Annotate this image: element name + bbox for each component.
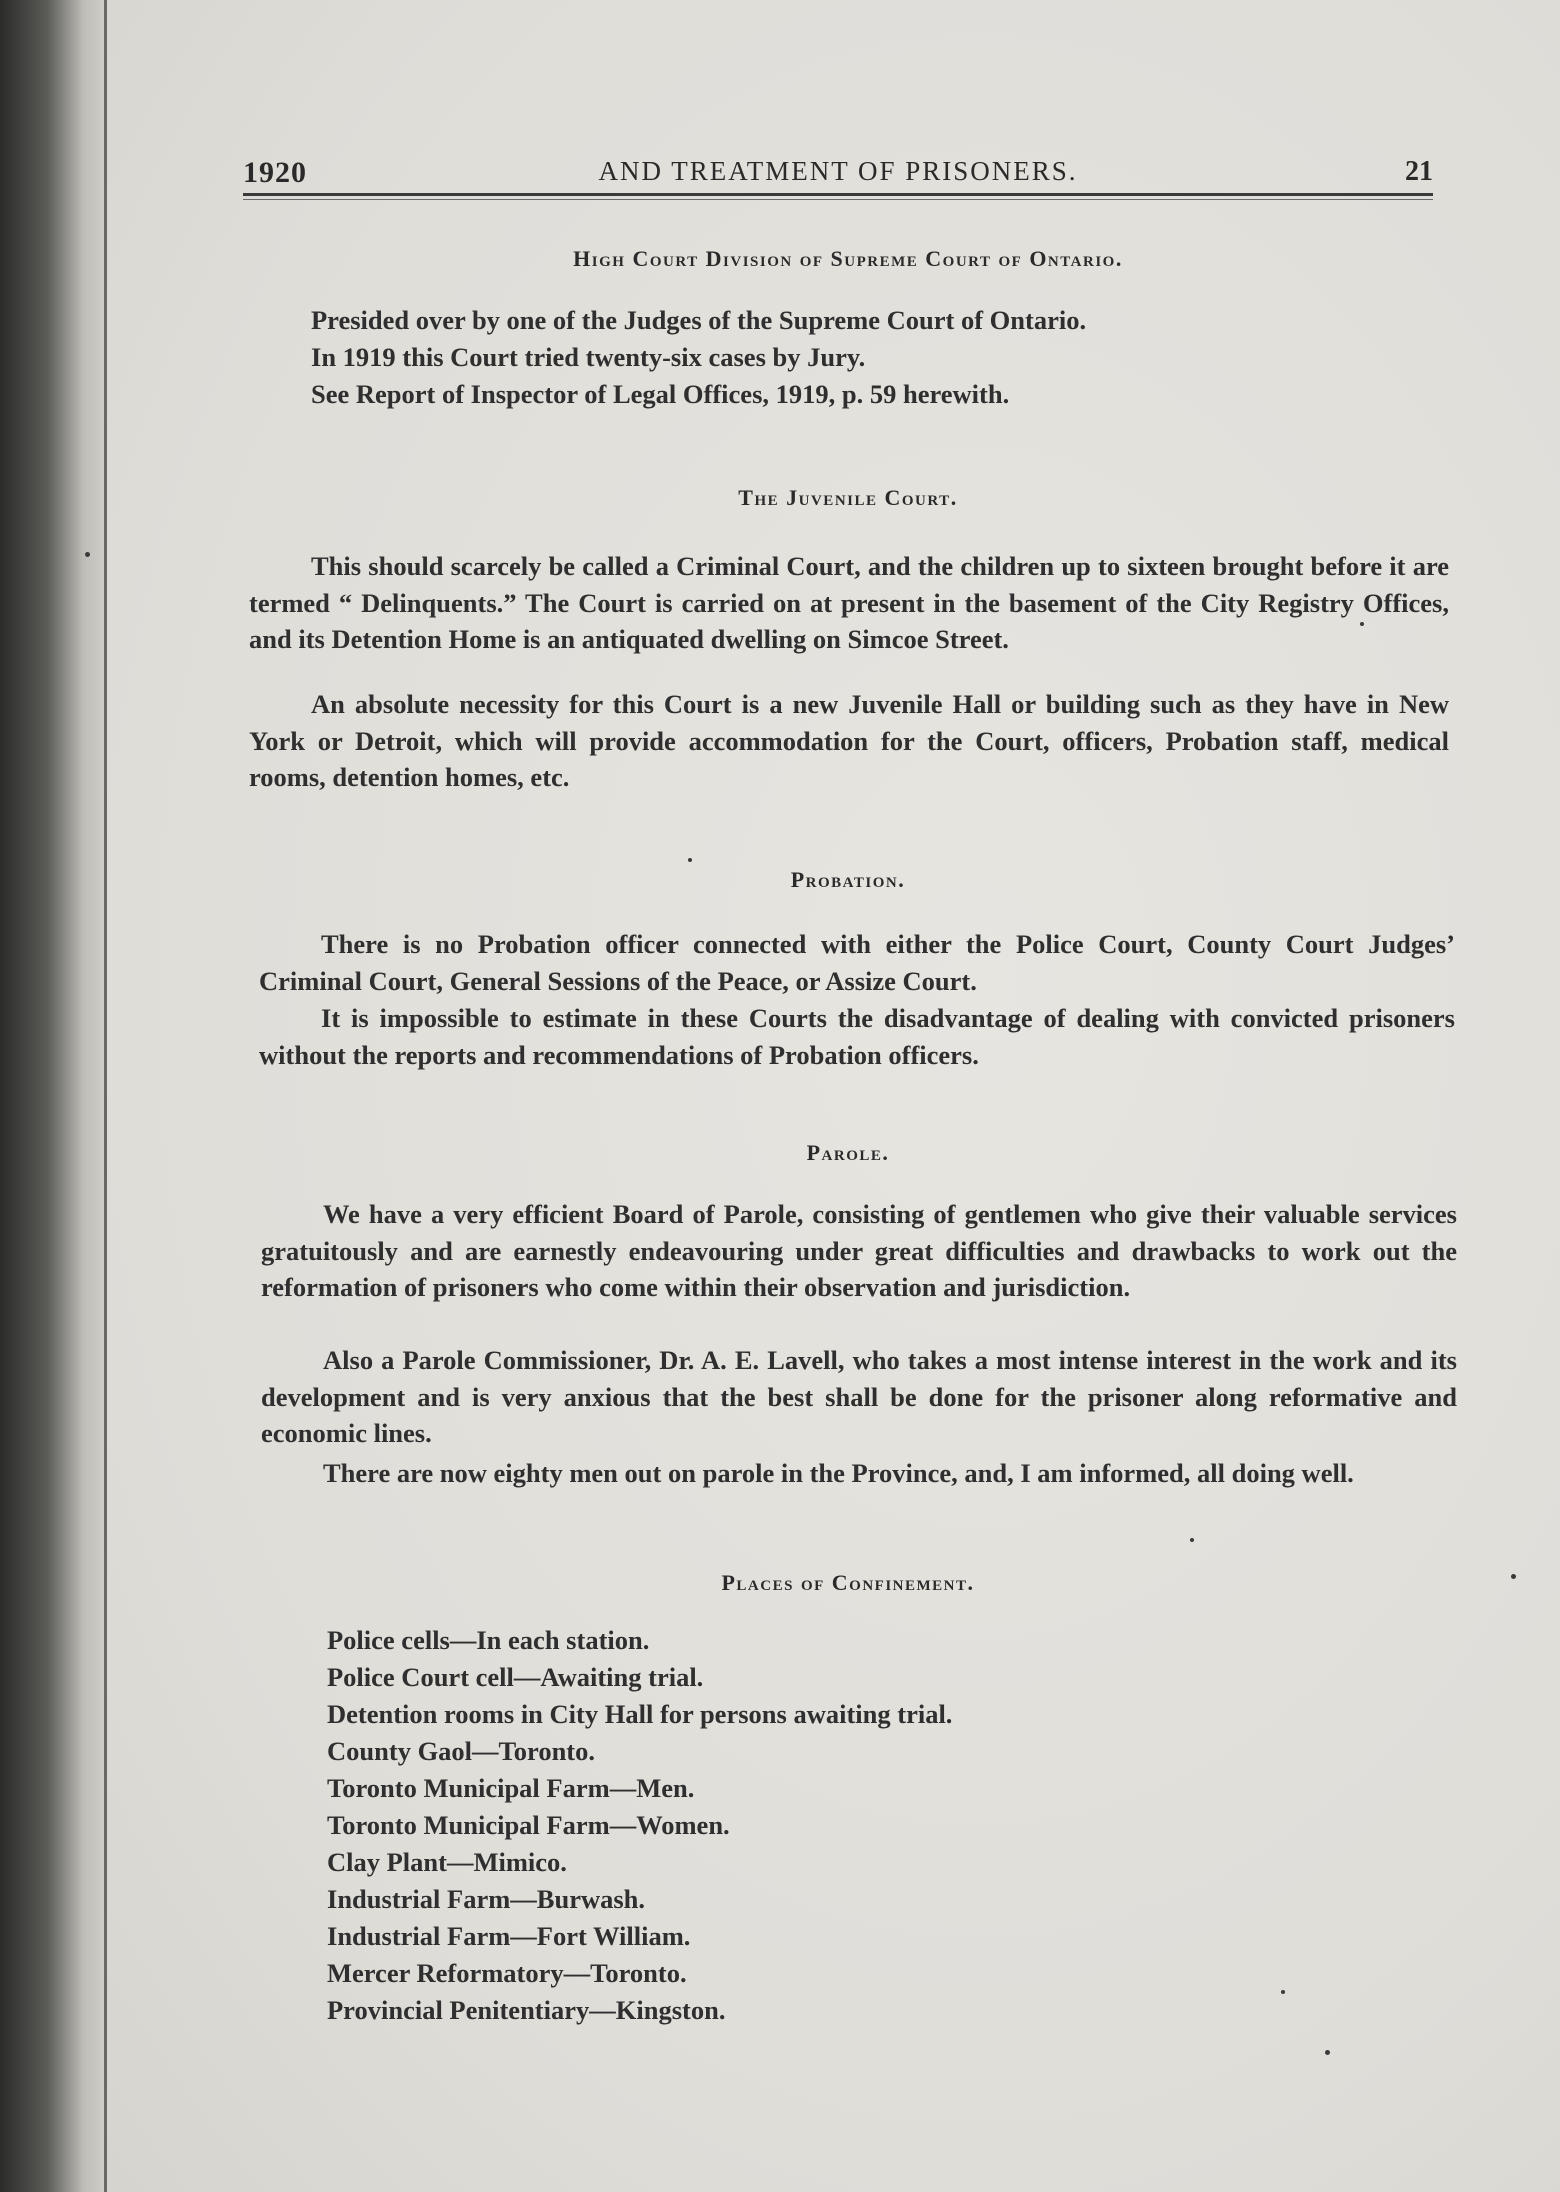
list-item: Detention rooms in City Hall for persons awaiting trial. (327, 1699, 953, 1729)
scan-speck (1190, 1538, 1194, 1542)
heading-high-court: High Court Division of Supreme Court of Ontario. (573, 246, 1123, 271)
book-page (107, 0, 1560, 2192)
heading-places-of-confinement: Places of Confinement. (721, 1570, 975, 1595)
juvenile-paragraph-2: An absolute necessity for this Court is a new Juvenile Hall or building such as they have in New York or Detroit, which will provide accommodation for the Court, officers, Probation staff, medical rooms, detention homes, etc. (249, 689, 1449, 792)
scan-speck (688, 858, 692, 862)
parole-paragraph-1: We have a very efficient Board of Parole, consisting of gentlemen who give their valuable services gratuitously and are earnestly endeavouring under great difficulties and drawbacks to work out the reformation of prisoners who come within their observation and jurisdiction. (261, 1199, 1457, 1302)
heading-probation: Probation. (790, 867, 906, 892)
parole-paragraph-3: There are now eighty men out on parole in the Province, and, I am informed, all doing well. (323, 1458, 1354, 1488)
header-rule (243, 193, 1433, 196)
probation-paragraph-1: There is no Probation officer connected with either the Police Court, County Court Judges’ Criminal Court, General Sessions of the Peace, or Assize Court. (259, 929, 1455, 996)
scan-speck (85, 552, 90, 557)
list-item: Provincial Penitentiary—Kingston. (327, 1995, 726, 2025)
parole-paragraph-2: Also a Parole Commissioner, Dr. A. E. Lavell, who takes a most intense interest in the work and its development and is very anxious that the best shall be done for the prisoner along reformative and economic lines. (261, 1345, 1457, 1448)
left-page-edge (0, 0, 104, 2192)
high-court-text (311, 302, 1086, 413)
scan-speck (1325, 2050, 1330, 2055)
list-item: County Gaol—Toronto. (327, 1736, 596, 1766)
list-item: Police Court cell—Awaiting trial. (327, 1662, 704, 1692)
juvenile-paragraph-1: This should scarcely be called a Criminal Court, and the children up to sixteen brought before it are termed “ Delinquents.” The Court is carried on at present in the basement of the City Registry Offices, and its Detention Home is an antiquated dwelling on Simcoe Street. (249, 551, 1449, 654)
scan-speck (1511, 1574, 1516, 1579)
scan-speck (1360, 622, 1364, 626)
header-year: 1920 (243, 156, 307, 189)
high-court-line: In 1919 this Court tried twenty-six cases by Jury. (311, 342, 866, 372)
list-item: Clay Plant—Mimico. (327, 1847, 567, 1877)
scan-speck (1281, 1990, 1285, 1994)
header-running-title: AND TREATMENT OF PRISONERS. (598, 156, 1078, 186)
high-court-line: Presided over by one of the Judges of the Supreme Court of Ontario. (311, 305, 1087, 335)
high-court-line: See Report of Inspector of Legal Offices, 1919, p. 59 herewith. (311, 379, 1010, 409)
places-list (327, 1622, 952, 2029)
list-item: Toronto Municipal Farm—Men. (327, 1773, 695, 1803)
list-item: Industrial Farm—Fort William. (327, 1921, 691, 1951)
list-item: Industrial Farm—Burwash. (327, 1884, 646, 1914)
heading-juvenile-court: The Juvenile Court. (738, 485, 958, 510)
header-rule-thin (243, 199, 1433, 200)
page-number: 21 (1405, 156, 1433, 187)
list-item: Mercer Reformatory—Toronto. (327, 1958, 687, 1988)
list-item: Police cells—In each station. (327, 1625, 650, 1655)
heading-parole: Parole. (806, 1140, 890, 1165)
list-item: Toronto Municipal Farm—Women. (327, 1810, 730, 1840)
probation-paragraph-2: It is impossible to estimate in these Courts the disadvantage of dealing with convicted prisoners without the reports and recommendations of Probation officers. (259, 1003, 1455, 1070)
